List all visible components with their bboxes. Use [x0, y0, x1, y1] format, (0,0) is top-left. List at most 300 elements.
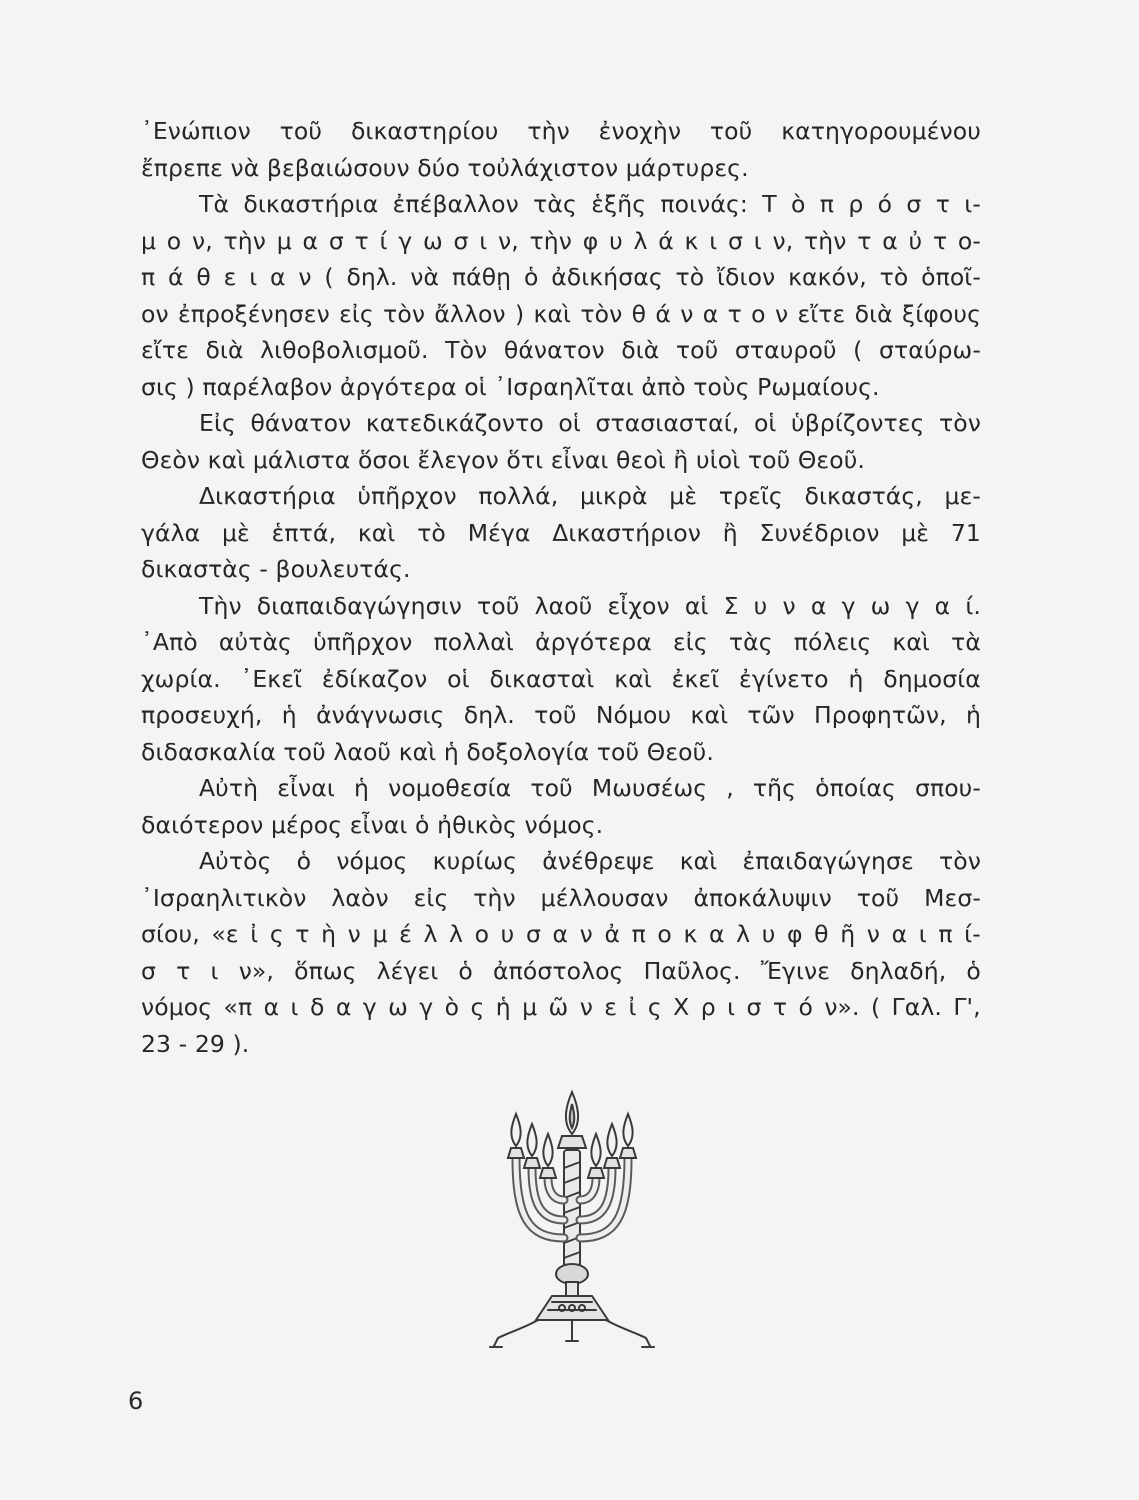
- word: ἰ: [628, 993, 637, 1021]
- text-line: [141, 588, 981, 625]
- word: θ: [631, 299, 647, 328]
- word: λ: [736, 920, 751, 948]
- word: ὅπως: [294, 956, 357, 985]
- word: πολλαὶ: [433, 628, 514, 656]
- word: ν»,: [238, 956, 274, 985]
- word: Συνέδριον: [759, 518, 880, 547]
- text-line: [141, 113, 981, 150]
- word: λαοῦ: [534, 591, 593, 620]
- word: γ: [398, 226, 413, 255]
- word: ἐπέβαλλον: [392, 190, 519, 218]
- text-line: [141, 223, 981, 260]
- word: τ: [176, 956, 191, 985]
- word: ι-: [964, 190, 981, 218]
- word: Τὰ: [199, 190, 230, 218]
- word: θ: [814, 920, 829, 948]
- text-line: [141, 369, 981, 406]
- word: 71: [950, 518, 981, 547]
- word: αἱ: [684, 591, 709, 620]
- word: α: [882, 226, 898, 255]
- word: δημοσία: [883, 664, 981, 693]
- word: σίου,: [141, 920, 200, 948]
- word: καὶ: [614, 664, 652, 693]
- word: γάλα: [141, 518, 201, 547]
- word: ω: [423, 226, 443, 255]
- word: ον: [141, 299, 169, 328]
- word: σταυροῦ: [734, 336, 837, 364]
- word: ι: [753, 226, 762, 255]
- word: ν: [774, 299, 789, 328]
- word: ρ: [700, 993, 716, 1021]
- word: ἐπαιδαγώγησε: [742, 847, 914, 875]
- word: ἴδιον: [717, 263, 776, 291]
- word: φ: [786, 920, 803, 948]
- word: ό: [877, 190, 893, 218]
- word: Αὐτὸς: [199, 847, 272, 875]
- text-line: [141, 807, 981, 844]
- word: ὸ: [790, 190, 806, 218]
- word: ἡ: [965, 701, 981, 729]
- word: π: [819, 190, 835, 218]
- word: τοῦ: [477, 591, 520, 620]
- word: νόμος: [141, 993, 213, 1021]
- word: εἶναι: [277, 774, 335, 802]
- word: ἡ: [848, 664, 864, 693]
- word: ς: [269, 920, 284, 948]
- word: τὸν: [383, 299, 426, 328]
- word: ἄλλον: [434, 299, 506, 328]
- word: οἱ: [753, 409, 777, 437]
- word: λ: [423, 920, 438, 948]
- word: μ: [522, 993, 538, 1021]
- word: κατηγορουμένου: [781, 117, 981, 145]
- word: τὴν: [529, 226, 573, 255]
- word: κυρίως: [432, 847, 518, 875]
- word: Δικαστήριον: [552, 518, 702, 547]
- word: Αὐτὴ: [199, 774, 259, 802]
- word: γ: [362, 993, 377, 1021]
- word: ,: [726, 774, 734, 802]
- word: τ: [935, 190, 950, 218]
- word: μὲ: [901, 518, 930, 547]
- word: αὐτὰς: [218, 628, 292, 656]
- word: Τὴν: [199, 591, 242, 620]
- word: ὁ: [296, 847, 312, 875]
- body-text: [141, 113, 981, 1062]
- word: καὶ: [357, 518, 396, 547]
- word: τ: [932, 226, 948, 255]
- word: τ: [772, 993, 788, 1021]
- word: τοῦ: [534, 701, 577, 729]
- word: λέγει: [376, 956, 439, 985]
- word: ι: [727, 993, 736, 1021]
- word: ν: [579, 920, 593, 948]
- word: υ: [609, 226, 623, 255]
- text-line: [141, 880, 981, 917]
- word: ἀ: [604, 920, 621, 948]
- word: τὰ: [951, 628, 981, 656]
- word: ᾿Απὸ: [141, 628, 198, 656]
- word: ἰ: [250, 920, 259, 948]
- word: σ: [746, 993, 762, 1021]
- word: λιθοβολισμοῦ.: [260, 336, 429, 364]
- word: νὰ: [410, 263, 440, 291]
- word: ν».: [824, 993, 860, 1021]
- word: ὁ: [523, 263, 539, 291]
- word: δικαστήρια: [243, 190, 379, 218]
- word: ά: [168, 263, 184, 291]
- word: οἱ: [447, 664, 470, 693]
- text-line: [141, 770, 981, 807]
- word: ω: [870, 591, 891, 620]
- word: λ: [449, 920, 464, 948]
- word: ά: [655, 299, 671, 328]
- text-line: [141, 259, 981, 296]
- line-text: δικαστὰς - βουλευτάς.: [141, 555, 411, 583]
- word: στασιασταί,: [595, 409, 740, 437]
- word: σταύρω-: [879, 336, 981, 364]
- word: τὴν: [804, 226, 847, 255]
- word: τὴν: [527, 117, 570, 145]
- word: τ: [295, 920, 310, 948]
- word: Μέγα: [467, 518, 531, 547]
- line-text: 23 - 29 ).: [141, 1029, 250, 1058]
- word: ἀνέθρεψε: [542, 847, 655, 875]
- word: τὸν: [938, 409, 981, 437]
- text-line: [141, 989, 981, 1026]
- word: διὰ: [854, 299, 893, 328]
- word: σπου-: [914, 774, 981, 802]
- word: ἡ: [354, 774, 370, 802]
- word: γ: [841, 591, 856, 620]
- word: ά: [658, 226, 674, 255]
- word: Προφητῶν,: [813, 701, 947, 729]
- word: ι: [479, 226, 488, 255]
- word: τ: [727, 299, 742, 328]
- word: α: [302, 226, 319, 255]
- word: ὁποῖ-: [921, 263, 981, 291]
- word: χωρία.: [141, 664, 221, 693]
- word: κ: [684, 226, 699, 255]
- word: τοῦ: [709, 117, 753, 145]
- word: πάθῃ: [451, 263, 512, 291]
- word: α: [270, 263, 286, 291]
- word: ι: [249, 263, 258, 291]
- word: ᾿Ισραηλιτικὸν: [141, 883, 307, 912]
- word: με-: [944, 482, 981, 510]
- text-line: [141, 478, 981, 515]
- word: καὶ: [533, 299, 572, 328]
- word: ἢ: [722, 518, 738, 547]
- word: τὸ: [417, 518, 446, 547]
- text-line: [141, 442, 981, 479]
- word: ἑξῆς: [591, 190, 647, 218]
- word: ᾿Εκεῖ: [240, 664, 303, 693]
- word: τ: [354, 226, 369, 255]
- word: ὁ: [458, 956, 473, 985]
- word: νομοθεσία: [388, 774, 512, 802]
- word: ): [514, 299, 525, 328]
- word: ἀποκάλυψιν: [693, 883, 832, 912]
- word: καὶ: [892, 628, 930, 656]
- word: Γαλ.: [891, 993, 942, 1021]
- word: ο-: [957, 226, 981, 255]
- word: ὁποίας: [815, 774, 896, 802]
- word: τὸ: [879, 263, 909, 291]
- text-line: [141, 624, 981, 661]
- word: διὰ: [205, 336, 244, 364]
- page-number: 6: [128, 1387, 144, 1415]
- word: τοῦ: [279, 117, 323, 145]
- word: μέλλουσαν: [540, 883, 669, 912]
- word: α: [263, 993, 280, 1021]
- word: ε: [604, 993, 618, 1021]
- word: (: [870, 993, 881, 1021]
- word: ῆ: [840, 920, 856, 948]
- word: δικαστάς,: [804, 482, 923, 510]
- word: υ: [500, 920, 515, 948]
- word: ὑβρίζοντες: [791, 409, 925, 437]
- word: τρεῖς: [718, 482, 783, 510]
- word: α: [335, 993, 352, 1021]
- word: δηλ.: [346, 263, 398, 291]
- text-line: [141, 661, 981, 698]
- word: δηλαδή,: [850, 956, 947, 985]
- word: ο: [751, 299, 766, 328]
- word: τὸν: [580, 299, 623, 328]
- word: ἡ: [281, 701, 297, 729]
- word: π: [141, 263, 156, 291]
- word: ί.: [965, 591, 981, 620]
- word: ς: [470, 993, 485, 1021]
- word: μ: [276, 226, 292, 255]
- word: ν: [680, 299, 694, 328]
- word: εἰς: [413, 883, 449, 912]
- word: ν,: [498, 226, 519, 255]
- word: μὲ: [221, 518, 250, 547]
- word: ς: [647, 993, 662, 1021]
- word: καὶ: [690, 701, 729, 729]
- word: σ: [728, 226, 743, 255]
- word: Χ: [673, 993, 690, 1021]
- text-line: [141, 515, 981, 552]
- word: φ: [582, 226, 599, 255]
- word: (: [324, 263, 334, 291]
- word: (: [853, 336, 863, 364]
- word: θάνατον: [250, 409, 352, 437]
- word: λ: [633, 226, 648, 255]
- text-line: [141, 186, 981, 223]
- word: ν: [298, 263, 312, 291]
- word: ποινάς:: [660, 190, 748, 218]
- word: ὐ: [908, 226, 923, 255]
- word: ν: [579, 993, 593, 1021]
- line-text: διδασκαλία τοῦ λαοῦ καὶ ἡ δοξολογία τοῦ Θεοῦ.: [141, 737, 714, 766]
- word: ἐκεῖ: [671, 664, 720, 693]
- word: ὁ: [966, 956, 981, 985]
- word: ὴ: [321, 920, 337, 948]
- text-line: [141, 916, 981, 953]
- word: «π: [223, 993, 253, 1021]
- word: ἡ: [495, 993, 511, 1021]
- word: κατεδικάζοντο: [365, 409, 544, 437]
- word: ί: [379, 226, 388, 255]
- word: σ: [525, 920, 541, 948]
- word: Δικαστήρια: [199, 482, 336, 510]
- line-text: δαιότερον μέρος εἶναι ὁ ἠθικὸς νόμος.: [141, 810, 604, 839]
- word: ό: [798, 993, 813, 1021]
- word: ο: [166, 226, 182, 255]
- word: τῆς: [752, 774, 797, 802]
- text-line: [141, 551, 981, 588]
- word: Μεσ-: [924, 883, 981, 912]
- word: ὸ: [444, 993, 460, 1021]
- text-line: [141, 734, 981, 771]
- word: ἀδικήσας: [551, 263, 663, 291]
- word: τὴν: [223, 226, 266, 255]
- word: ν,: [191, 226, 213, 255]
- word: ἐπροξένησεν: [178, 299, 330, 328]
- word: διὰ: [621, 336, 660, 364]
- word: ἀνάγνωσις: [316, 701, 445, 729]
- word: μικρὰ: [579, 482, 648, 510]
- word: τοῦ: [856, 883, 900, 912]
- word: π: [631, 920, 646, 948]
- word: λαὸν: [331, 883, 389, 912]
- word: τὸν: [939, 847, 981, 875]
- line-text: Θεὸν καὶ μάλιστα ὅσοι ἔλεγον ὅτι εἶναι θεοὶ ἢ υἱοὶ τοῦ Θεοῦ.: [141, 445, 865, 474]
- word: ω: [388, 993, 408, 1021]
- word: ν: [782, 591, 796, 620]
- word: ἀπόστολος: [493, 956, 624, 985]
- word: Νόμου: [595, 701, 672, 729]
- word: τὸ: [675, 263, 705, 291]
- word: προσευχή,: [141, 701, 263, 729]
- word: διαπαιδαγώγησιν: [256, 591, 462, 620]
- menorah-illustration: [466, 1088, 676, 1358]
- word: τὰς: [728, 628, 773, 656]
- word: ν: [347, 920, 361, 948]
- word: ι: [290, 993, 299, 1021]
- word: σ: [906, 190, 922, 218]
- word: τοῦ: [530, 774, 573, 802]
- word: ἀργότερα: [535, 628, 652, 656]
- word: α: [810, 591, 827, 620]
- word: ἐνοχὴν: [598, 117, 682, 145]
- word: α: [702, 299, 719, 328]
- word: εἶχον: [607, 591, 670, 620]
- text-line: [141, 296, 981, 333]
- word: Εἰς: [199, 409, 236, 437]
- word: εἰς: [339, 299, 374, 328]
- word: γ: [905, 591, 920, 620]
- word: α: [552, 920, 569, 948]
- word: εἴτε: [141, 336, 189, 364]
- word: οἱ: [558, 409, 581, 437]
- word: Τ: [762, 190, 777, 218]
- line-text: σις ) παρέλαβον ἀργότερα οἱ ᾿Ισραηλῖται ἀπὸ τοὺς Ρωμαίους.: [141, 372, 880, 401]
- word: ί-: [964, 920, 981, 948]
- word: σ: [141, 956, 156, 985]
- word: Ἔγινε: [760, 956, 831, 985]
- word: α: [708, 920, 725, 948]
- word: «ε: [211, 920, 239, 948]
- word: εἴτε: [797, 299, 846, 328]
- word: ο: [474, 920, 490, 948]
- word: θ: [196, 263, 211, 291]
- word: έ: [399, 920, 412, 948]
- word: π: [938, 920, 953, 948]
- word: τὰς: [533, 190, 577, 218]
- word: Παῦλος.: [643, 956, 741, 985]
- word: τ: [857, 226, 872, 255]
- word: κ: [683, 920, 698, 948]
- word: ε: [223, 263, 237, 291]
- word: ν: [866, 920, 880, 948]
- word: ι: [210, 956, 219, 985]
- word: Μωυσέως: [591, 774, 708, 802]
- word: δ: [309, 993, 325, 1021]
- word: γ: [419, 993, 434, 1021]
- word: θάνατον: [503, 336, 605, 364]
- word: ἐδίκαζον: [321, 664, 428, 693]
- word: καὶ: [679, 847, 718, 875]
- word: τῶν: [747, 701, 795, 729]
- word: ἐγίνετο: [739, 664, 829, 693]
- word: Γ',: [953, 993, 981, 1021]
- word: α: [934, 591, 951, 620]
- text-line: [141, 697, 981, 734]
- word: δηλ.: [463, 701, 515, 729]
- word: πολλά,: [478, 482, 559, 510]
- word: Τὸν: [445, 336, 488, 364]
- word: ὑπῆρχον: [357, 482, 457, 510]
- word: μ: [372, 920, 388, 948]
- word: ὑπῆρχον: [313, 628, 413, 656]
- word: ἑπτά,: [271, 518, 337, 547]
- text-line: [141, 843, 981, 880]
- text-line: [141, 1026, 981, 1063]
- text-line: [141, 405, 981, 442]
- word: ξίφους: [902, 299, 981, 328]
- word: δικασταὶ: [489, 664, 595, 693]
- word: κακόν,: [788, 263, 867, 291]
- word: σ: [453, 226, 469, 255]
- word: πόλεις: [793, 628, 872, 656]
- word: ο: [657, 920, 672, 948]
- word: δικαστηρίου: [350, 117, 499, 145]
- word: α: [891, 920, 908, 948]
- word: εἰς: [673, 628, 708, 656]
- word: νόμος: [336, 847, 408, 875]
- line-text: ἔπρεπε νὰ βεβαιώσουν δύο τοὐλάχιστον μάρτυρες.: [141, 153, 749, 182]
- word: μὲ: [669, 482, 698, 510]
- text-line: [141, 150, 981, 187]
- word: υ: [761, 920, 776, 948]
- word: Σ: [723, 591, 739, 620]
- word: υ: [753, 591, 768, 620]
- text-line: [141, 953, 981, 990]
- word: σ: [328, 226, 344, 255]
- word: ι: [918, 920, 927, 948]
- word: ρ: [848, 190, 864, 218]
- word: ι: [709, 226, 718, 255]
- word: τὴν: [473, 883, 516, 912]
- word: ᾿Ενώπιον: [141, 117, 251, 145]
- word: μ: [141, 226, 157, 255]
- word: τοῦ: [675, 336, 719, 364]
- word: ν,: [772, 226, 794, 255]
